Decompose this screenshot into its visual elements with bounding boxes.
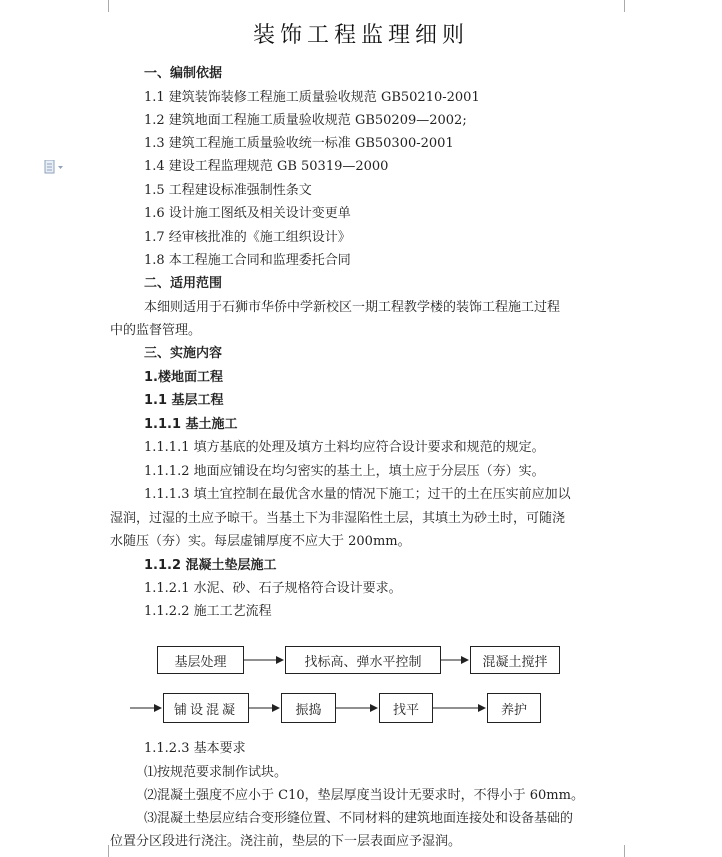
basis-item: 1.5 工程建设标准强制性条文 bbox=[144, 183, 312, 198]
section3-heading: 三、实施内容 bbox=[144, 346, 223, 361]
basis-item: 1.2 建筑地面工程施工质量验收规范 GB50209—2002; bbox=[144, 113, 467, 128]
body-paragraph-line: 水随压（夯）实。每层虚铺厚度不应大于 200mm。 bbox=[110, 534, 411, 549]
section1-heading: 一、编制依据 bbox=[144, 66, 223, 81]
body-paragraph-line: ⑶混凝土垫层应结合变形缝位置、不同材料的建筑地面连接处和设备基础的 bbox=[144, 811, 574, 826]
basis-item: 1.6 设计施工图纸及相关设计变更单 bbox=[144, 206, 351, 221]
flow-step-level: 找平 bbox=[379, 693, 433, 723]
basis-item: 1.3 建筑工程施工质量验收统一标准 GB50300-2001 bbox=[144, 136, 454, 151]
section2-heading: 二、适用范围 bbox=[144, 276, 223, 291]
subheading-soil-construction: 1.1.1 基土施工 bbox=[144, 417, 238, 432]
flow-step-vibrate: 振捣 bbox=[281, 693, 336, 723]
body-paragraph-line: 湿润，过湿的土应予晾干。当基土下为非湿陷性土层，其填土为砂土时，可随浇 bbox=[110, 511, 566, 526]
body-paragraph: ⑵混凝土强度不应小于 C10，垫层厚度当设计无要求时，不得小于 60mm。 bbox=[144, 788, 584, 803]
subheading-concrete-cushion: 1.1.2 混凝土垫层施工 bbox=[144, 558, 277, 573]
flow-step-lay-concrete: 铺设混凝 bbox=[163, 693, 249, 723]
body-paragraph: 1.1.2.2 施工工艺流程 bbox=[144, 604, 272, 619]
subheading-floor-works: 1.楼地面工程 bbox=[144, 370, 223, 385]
body-paragraph: 1.1.1.2 地面应铺设在均匀密实的基土上，填土应于分层压（夯）实。 bbox=[144, 464, 545, 479]
basis-item: 1.8 本工程施工合同和监理委托合同 bbox=[144, 253, 351, 268]
flow-step-level-marking: 找标高、弹水平控制 bbox=[285, 646, 441, 674]
scope-paragraph-line: 本细则适用于石狮市华侨中学新校区一期工程教学楼的装饰工程施工过程 bbox=[144, 300, 561, 315]
basis-item: 1.1 建筑装饰装修工程施工质量验收规范 GB50210-2001 bbox=[144, 90, 480, 105]
basis-item: 1.4 建设工程监理规范 GB 50319—2000 bbox=[144, 159, 389, 174]
scope-paragraph-line: 中的监督管理。 bbox=[110, 323, 202, 338]
body-paragraph: ⑴按规范要求制作试块。 bbox=[144, 765, 288, 780]
document-title: 装饰工程监理细则 bbox=[252, 23, 469, 48]
subheading-base-works: 1.1 基层工程 bbox=[144, 393, 224, 408]
flow-step-concrete-mixing: 混凝土搅拌 bbox=[470, 646, 560, 674]
flow-step-curing: 养护 bbox=[487, 693, 541, 723]
body-paragraph-line: 1.1.1.3 填土宜控制在最优含水量的情况下施工；过干的土在压实前应加以 bbox=[144, 487, 571, 502]
flow-step-base-treatment: 基层处理 bbox=[157, 646, 244, 674]
body-paragraph: 1.1.1.1 填方基底的处理及填方土料均应符合设计要求和规范的规定。 bbox=[144, 440, 545, 455]
basis-item: 1.7 经审核批准的《施工组织设计》 bbox=[144, 230, 351, 245]
body-paragraph-line: 位置分区段进行浇注。浇注前，垫层的下一层表面应予湿润。 bbox=[110, 834, 462, 849]
body-paragraph: 1.1.2.3 基本要求 bbox=[144, 741, 246, 756]
body-paragraph: 1.1.2.1 水泥、砂、石子规格符合设计要求。 bbox=[144, 581, 402, 596]
